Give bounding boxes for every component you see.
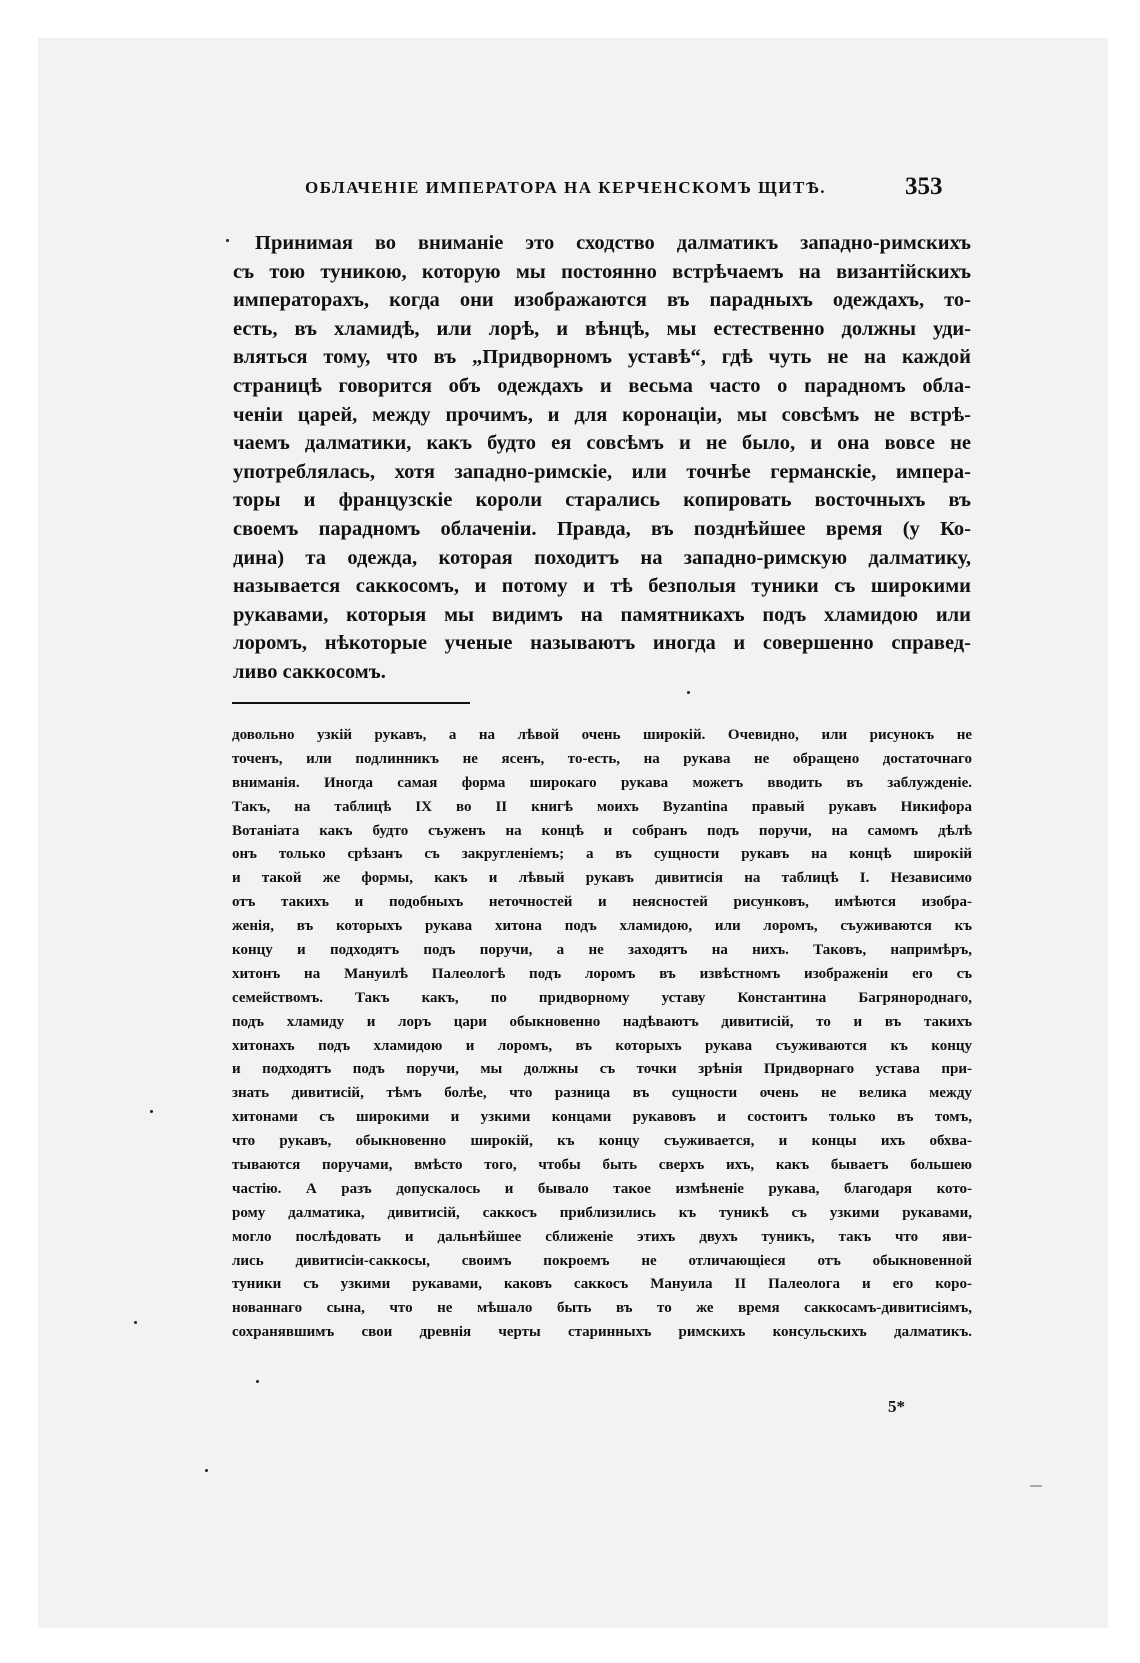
body-line: ливо саккосомъ. (233, 660, 386, 683)
body-line: торы и французскіе короли старались копировать восточныхъ въ (233, 489, 971, 512)
body-line: императорахъ, когда они изображаются въ парадныхъ одеждахъ, то- (233, 289, 971, 312)
scan-speck (687, 691, 690, 694)
scan-speck (205, 1469, 208, 1472)
page-number: 353 (905, 173, 943, 200)
body-line: страницѣ говорится объ одеждахъ и весьма часто о парадномъ обла- (233, 374, 971, 397)
footnote-line: вниманія. Иногда самая форма широкаго рукава можетъ вводить въ заблужденіе. (232, 774, 972, 791)
footnote-line: точенъ, или подлинникъ не ясенъ, то-есть, на рукава не обращено достаточнаго (232, 750, 972, 767)
body-line: есть, въ хламидѣ, или лорѣ, и вѣнцѣ, мы естественно должны уди- (233, 317, 971, 340)
body-line: дина) та одежда, которая походитъ на западно-римскую далматику, (233, 546, 971, 569)
footnote-line: довольно узкій рукавъ, а на лѣвой очень широкій. Очевидно, или рисунокъ не (232, 727, 972, 743)
footnote-line: могло послѣдовать и дальнѣйшее сближеніе этихъ двухъ туникъ, такъ что яви- (232, 1228, 972, 1245)
footnote-line: онъ только срѣзанъ съ закругленіемъ; а въ сущности рукавъ на концѣ широкій (232, 846, 972, 863)
body-line: ченіи царей, между прочимъ, и для коронаціи, мы совсѣмъ не встрѣ- (233, 403, 971, 426)
body-line: рукавами, которыя мы видимъ на памятникахъ подъ хламидою или (233, 603, 971, 626)
footnote-line: туники съ узкими рукавами, каковъ саккосъ Мануила II Палеолога и его коро- (232, 1276, 972, 1293)
footnote-rule (232, 702, 470, 704)
scan-speck (134, 1321, 137, 1324)
footnote-line: Такъ, на таблицѣ IX во II книгѣ моихъ Byzantina правый рукавъ Никифора (232, 798, 972, 815)
footnote-line: лись дивитисіи-саккосы, своимъ покроемъ не отличающіеся отъ обыкновенной (232, 1252, 972, 1269)
footnote-line: и подходятъ подъ поручи, мы должны съ точки зрѣнія Придворнаго устава при- (232, 1061, 972, 1078)
running-title: ОБЛАЧЕНІЕ ИМПЕРАТОРА НА КЕРЧЕНСКОМЪ ЩИТѢ. (305, 178, 827, 197)
footnote-line: хитонами съ широкими и узкими концами рукавовъ и состоитъ только въ томъ, (232, 1109, 972, 1126)
footnote-line: концу и подходятъ подъ поручи, а не заходятъ на нихъ. Таковъ, напримѣръ, (232, 942, 972, 959)
footnote-line: и такой же формы, какъ и лѣвый рукавъ дивитисія на таблицѣ I. Независимо (232, 870, 972, 887)
body-line: съ тою туникою, которую мы постоянно встрѣчаемъ на византійскихъ (233, 260, 971, 283)
footnote-line: знать дивитисій, тѣмъ болѣе, что разница въ сущности очень не велика между (232, 1085, 972, 1102)
scan-speck (150, 1110, 153, 1113)
footnote-line: рому далматика, дивитисій, саккосъ приблизились къ туникѣ съ узкими рукавами, (232, 1204, 972, 1221)
footnote-line: сохранявшимъ свои древнія черты старинныхъ римскихъ консульскихъ далматикъ. (232, 1324, 972, 1341)
footnote-line: отъ такихъ и подобныхъ неточностей и неясностей рисунковъ, имѣются изобра- (232, 894, 972, 911)
footnote (232, 724, 972, 1345)
footnote-line: нованнаго сына, что не мѣшало быть въ то же время саккосамъ-дивитисіямъ, (232, 1300, 972, 1317)
scan-speck (256, 1380, 259, 1383)
scan-speck (226, 239, 229, 242)
footnote-line: семействомъ. Такъ какъ, по придворному уставу Константина Багрянороднаго, (232, 989, 972, 1006)
footnote-line: частію. А разъ допускалось и бывало такое измѣненіе рукава, благодаря кото- (232, 1180, 972, 1197)
scan-mark (1030, 1485, 1042, 1487)
footnote-line: хитонахъ подъ хламидою и лоромъ, въ которыхъ рукава съуживаются къ концу (232, 1037, 972, 1054)
footnote-line: что рукавъ, обыкновенно широкій, къ концу съуживается, и концы ихъ обхва- (232, 1133, 972, 1150)
main-paragraph (233, 229, 971, 687)
footnote-line: хитонъ на Мануилѣ Палеологѣ подъ лоромъ въ извѣстномъ изображеніи его съ (232, 965, 972, 982)
body-line: Принимая во вниманіе это сходство далматикъ западно-римскихъ (255, 232, 971, 254)
body-line: своемъ парадномъ облаченіи. Правда, въ позднѣйшее время (у Ко- (233, 517, 971, 540)
footnote-line: тываются поручами, вмѣсто того, чтобы быть сверхъ ихъ, какъ бываетъ большею (232, 1157, 972, 1174)
body-line: лоромъ, нѣкоторые ученые называютъ иногда и совершенно справед- (233, 632, 971, 655)
body-line: употреблялась, хотя западно-римскіе, или точнѣе германскіе, импера- (233, 460, 971, 483)
body-line: чаемъ далматики, какъ будто ея совсѣмъ и не было, и она вовсе не (233, 432, 971, 455)
footnote-line: подъ хламиду и лоръ цари обыкновенно надѣваютъ дивитисій, то и въ такихъ (232, 1013, 972, 1030)
body-line: вляться тому, что въ „Придворномъ уставѣ“, гдѣ чуть не на каждой (233, 346, 971, 369)
body-line: называется саккосомъ, и потому и тѣ безполыя туники съ широкими (233, 575, 971, 598)
signature-mark: 5* (888, 1397, 905, 1416)
footnote-line: женія, въ которыхъ рукава хитона подъ хламидою, или лоромъ, съуживаются къ (232, 918, 972, 935)
footnote-line: Вотаніата какъ будто съуженъ на концѣ и собранъ подъ поручи, на самомъ дѣлѣ (232, 822, 972, 839)
